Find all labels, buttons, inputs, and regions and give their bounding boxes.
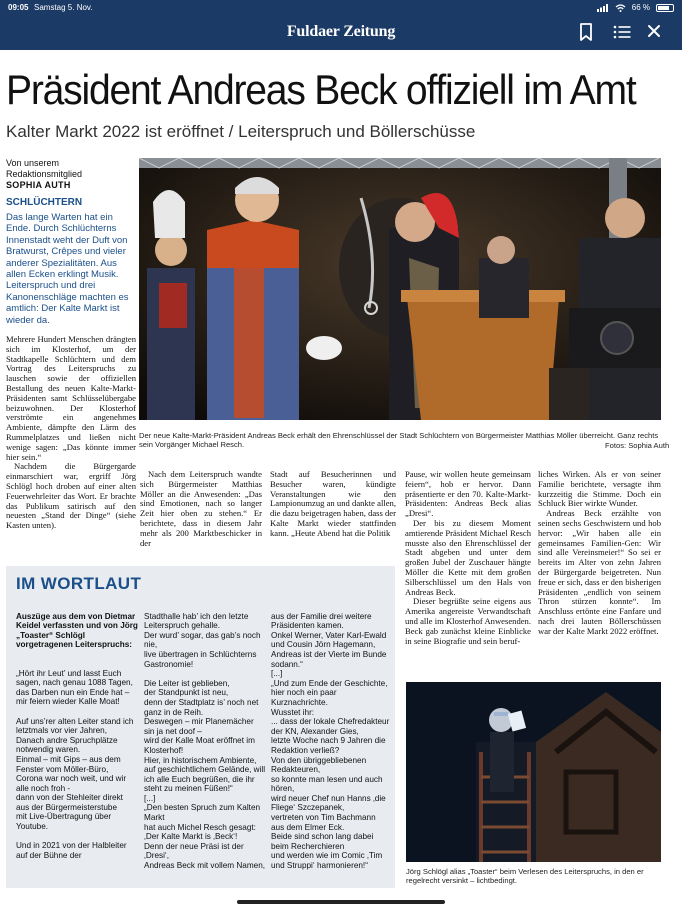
wortlaut-title: IM WORTLAUT [16, 574, 142, 593]
byline-line: Von unserem [6, 158, 60, 168]
article-column [6, 335, 136, 531]
article-column [538, 470, 661, 637]
paragraph: Pause, wir wollen heute gemeinsam feiern“, hob er hervor. Dann präsentierte er den 70. Kalte-Markt-Präsidenten: Andreas Beck alias „Dresi“. [405, 469, 531, 519]
status-date: Samstag 5. Nov. [34, 3, 93, 12]
photo-ceremony-illustration [139, 158, 661, 420]
wortlaut-column [144, 602, 266, 880]
app-bar [0, 14, 682, 50]
home-indicator[interactable] [237, 900, 445, 904]
paragraph: Andreas Beck erzählte von seinen sechs Geschwistern und hob hervor: „Wir haben alle ein gemeinsames Familien-Gen: Wir sind alle Vereinsmeier!“ So sei er bereits im Alter von zehn Jahren der Bürgergarde beigetreten. Nun freue er sich, dass er den bisherigen Präsidenten „endlich von seinem Thron stürzen konnte“. Im Anschluss ertönte eine Fanfare und nach drei lauten Böllerschüssen war der Kalte Markt 2022 eröffnet. [538, 508, 661, 636]
wortlaut-box [6, 566, 395, 888]
dateline: SCHLÜCHTERN [6, 197, 83, 208]
wortlaut-text: Stadthalle hab’ ich den letzte Leiterspruch gehalle. Der wurd’ sogar, das gab’s noch nie, live übertragen in Schlüchterns Gastronomie! Die Leiter ist geblieben, der Standpunkt ist neu, denn der Stadtplatz is’ noch net ganz in de Reih. Deswegen – mir Planemächer sin ja net doof – wird der Kalle Moat eröffnet im Klosterhof! Hier, in historischem Ambiente, auf geschichtlichem Gelände, will ich alle Euch begrüßen, die ihr steht zu meinen Füßen!“ [...] „Den besten Spruch zum Kalten Markt hat auch Michel Resch gesagt: ‚Der Kalte Markt is ‚Beck‘! Denn der neue Präsi ist der ‚Dresi‘, Andreas Beck mit vollem Namen, [144, 611, 266, 871]
article-column [405, 470, 531, 646]
wifi-icon [615, 4, 626, 12]
paragraph: Stadt auf Besucherinnen und Besucher waren, kündigte Veranstaltungen wie den Lampionumzug an und dankte allen, die dazu beigetragen haben, dass der Kalte Markt wieder stattfinden kann. „Heute Abend hat die Politik [270, 469, 396, 538]
byline-line: Redaktionsmitglied [6, 169, 83, 179]
status-indicators [597, 3, 674, 12]
wortlaut-column [271, 602, 391, 880]
paragraph: Der bis zu diesem Moment amtierende Präsident Michael Resch musste also den Ehrenschlüssel der Stadt abgeben und unter dem großen Jubel der Zuschauer hängte Möller die Kette mit dem großen Silberschlüssel um den Hals von Andreas Beck. [405, 517, 531, 597]
article-column [270, 470, 396, 539]
author-name: SOPHIA AUTH [6, 180, 71, 190]
photo-caption: Jörg Schlögl alias „Toaster“ beim Verlesen des Leiterspruchs, in den er regelrecht versinkt – lichtbedingt. [406, 867, 644, 886]
wortlaut-intro: Auszüge aus dem von Dietmar Keidel verfassten und von Jörg „Toaster“ Schlögl vorgetragenen Leiterspruchs: [16, 611, 138, 650]
paragraph: Dieser begrüßte seine eigens aus Amerika angereiste Verwandtschaft und alle im Klosterhof Anwesenden. Beck gab zunächst kleine Einblicke in seine Biografie und sein beruf- [405, 596, 531, 646]
status-bar [0, 0, 682, 14]
paragraph: Mehrere Hundert Menschen drängten sich im Klosterhof, um der Stadtkapelle Schlüchtern und dem Vortrag des Leiterspruchs zu lauschen sowie der offiziellen Bestallung des neuen Kalte-Markt-Präsidenten samt Schlüsselübergabe beizuwohnen. Der Klosterhof verströmte ein angenehmes Ambiente, dämpfte den Lärm des Rummelplatzes und ließen nicht wenige sagen: „Das könnte immer hier sein.“ [6, 334, 136, 462]
table-of-contents-icon[interactable] [611, 22, 633, 42]
paragraph: Nachdem die Bürgergarde einmarschiert war, ergriff Jörg Schlögl hoch droben auf einer alten Feuerwehrleiter das Wort. Er brachte das Publikum satirisch auf den neuesten „Stand der Dinge“ (siehe Kasten unten). [6, 461, 136, 531]
photo-ladder-illustration [406, 682, 661, 862]
publication-title: Fuldaer Zeitung [286, 23, 396, 40]
bookmark-icon[interactable] [575, 22, 597, 42]
article-column [140, 470, 262, 548]
signal-icon [597, 4, 609, 12]
secondary-photo [406, 682, 661, 862]
wortlaut-column [16, 602, 138, 870]
byline [6, 158, 136, 191]
battery-percent: 66 % [631, 3, 650, 12]
wortlaut-text: aus der Familie drei weitere Präsidenten kamen. Onkel Werner, Vater Karl-Ewald und Cousin Jörn Hagemann, Andreas ist der Vierte im Bunde sodann.“ [...] „Und zum Ende der Geschichte, hier noch ein paar Kurznachrichte. Wusstet ihr: ... dass der lokale Chefredakteur der KN, Alexander Gies, letzte Woche nach 9 Jahren die Redaktion verließ? Von den übriggebliebenen Redakteuren, so konnte man lesen und auch hören, wird neuer Chef nun Hanns ‚die Fliege‘ Szczepanek, vertreten von Tim Bachmann aus dem Elmer Eck. Beide sind schon lang dabei beim Recherchieren und werden wie im Comic ‚Tim und Struppi‘ harmonieren!“ [271, 611, 390, 871]
photo-caption: Der neue Kalte-Markt-Präsident Andreas Beck erhält den Ehrenschlüssel der Stadt Schlüchtern von Bürgermeister Matthias Möller überreicht. Ganz rechts sein Vorgänger Michael Resch. [139, 431, 659, 450]
status-time: 09:05 [8, 3, 29, 12]
wortlaut-text: „Hört ihr Leut’ und lasst Euch sagen, nach genau 1088 Tagen, das Darben nun ein Ende hat – mir feiern wieder Kalle Moat! Auf uns’rer alten Leiter stand ich letztmals vor vier Jahren, Danach andre Spruchplätze notwendig waren. Einmal – mit Gips – aus dem Fenster vom Möller-Büro, Corona war noch weit, und wir alle noch froh - dann von der Stehleiter direkt aus der Bürgermeisterstube mit Live-Übertragung über Youtube. Und in 2021 von der Halbleiter auf der Bühne der [16, 668, 134, 860]
close-icon[interactable] [643, 22, 665, 42]
article-subheadline: Kalter Markt 2022 ist eröffnet / Leiterspruch und Böllerschüsse [6, 122, 476, 141]
main-photo [139, 158, 661, 420]
article-headline: Präsident Andreas Beck offiziell im Amt [6, 66, 636, 113]
article-lead: Das lange Warten hat ein Ende. Durch Schlüchterns Innenstadt weht der Duft von Bratwurst, Crêpes und vieler anderer Spezialitäten. Aus allen Ecken erklingt Musik. Leiterspruch und drei Kanonenschläge machten es amtlich: Der Kalte Markt ist wieder da. [6, 212, 129, 326]
paragraph: liches Wirken. Als er von seiner Familie berichtete, versagte ihm kurzzeitig die Stimme. Doch ein Schluck Bier wirkte Wunder. [538, 469, 661, 509]
paragraph: Nach dem Leiterspruch wandte sich Bürgermeister Matthias Möller an die Anwesenden: „Das sind Emotionen, nach so langer Zeit hier oben zu stehen.“ Er berichtete, dass in diesem Jahr mehr als 200 Marktbeschicker in der [140, 469, 262, 548]
photo-credit: Fotos: Sophia Auth [605, 441, 670, 450]
battery-icon [656, 4, 674, 12]
